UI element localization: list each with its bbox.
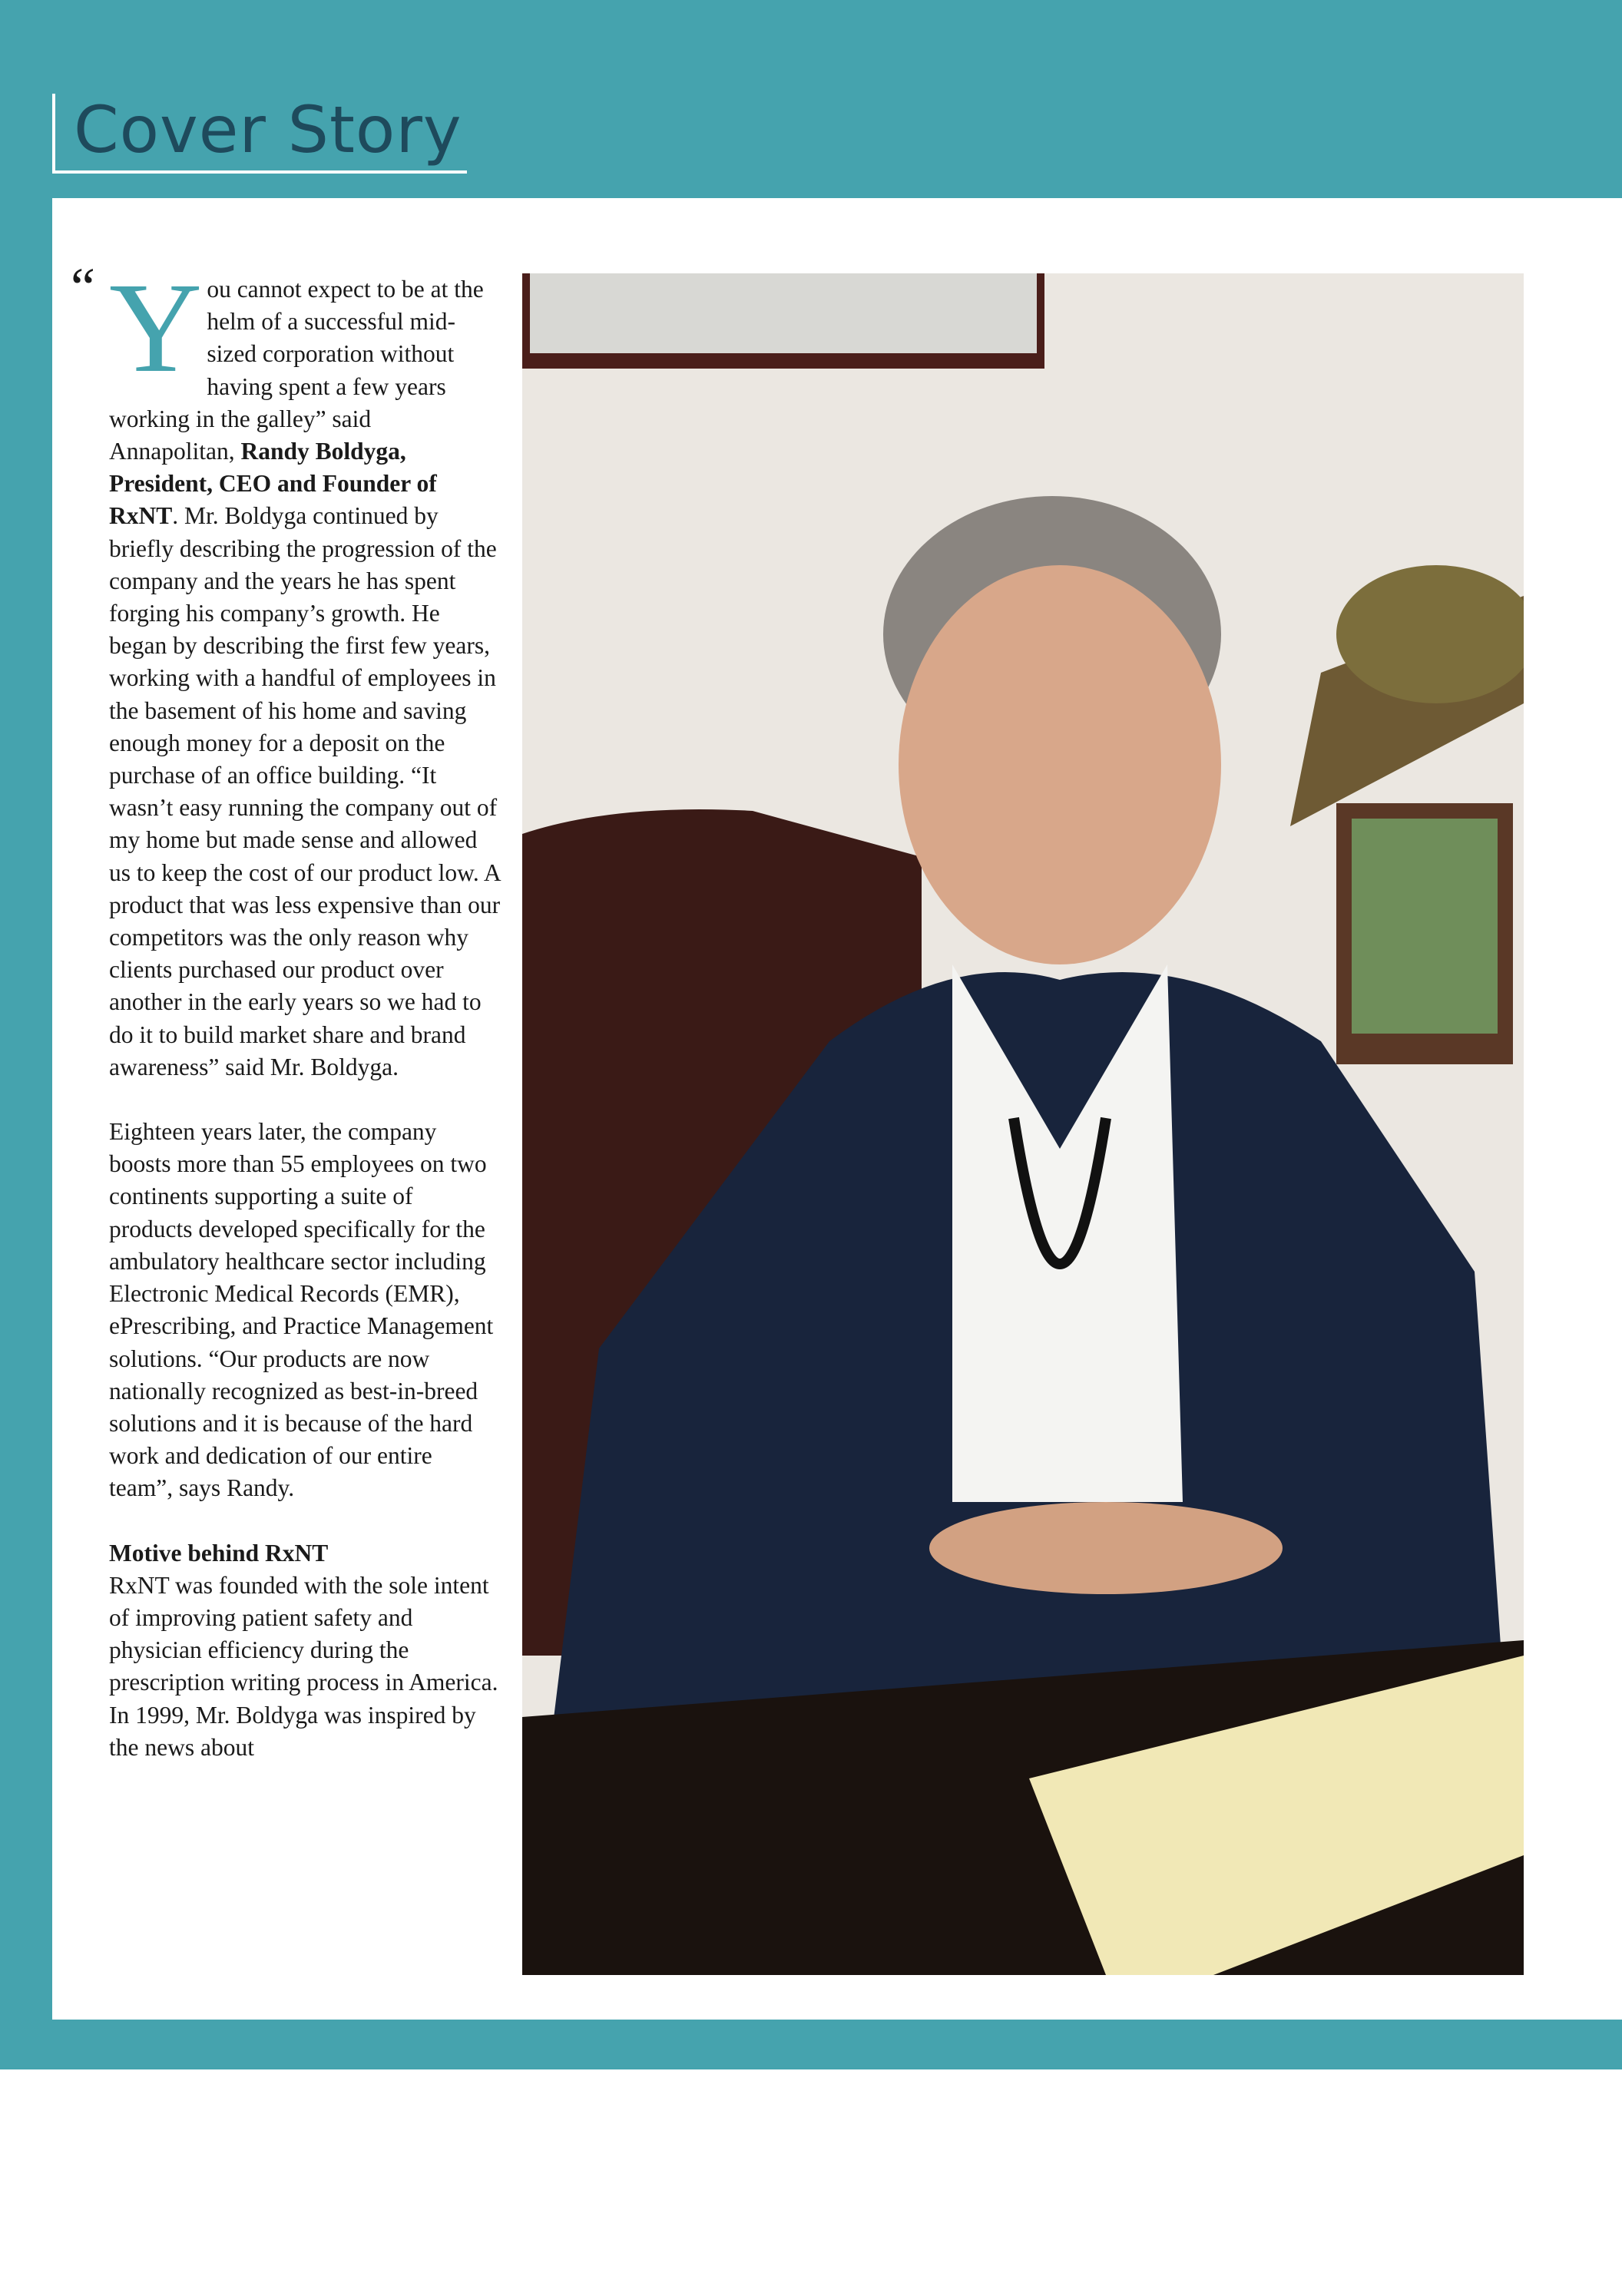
article-subhead: Motive behind RxNT (109, 1539, 329, 1567)
para1-bold-name: Randy Boldyga, President, CEO and Founder of RxNT (109, 438, 437, 530)
article-paragraph-2: Eighteen years later, the company boosts more than 55 employees on two continents supporting a suite of products developed specifically for the ambulatory healthcare sector including Electronic Medical Records (EMR), ePrescribing, and Practice Management solutions. “Our products are now nationally recognized as best-in-breed solutions and it is because of the hard work and dedication of our entire team”, says Randy. (109, 1118, 494, 1502)
portrait-photo (522, 273, 1524, 1975)
para1-lead: ou cannot expect to be at the helm of a successful mid-sized corporation without having spent a few years working in the galley” said Annapolitan, (109, 276, 484, 465)
open-quote-mark: “ (71, 256, 95, 318)
drop-cap: Y (109, 256, 203, 399)
article-text-column (109, 256, 501, 1764)
article-paragraph-1 (109, 256, 501, 1083)
section-title: Cover Story (74, 92, 462, 167)
article-paragraph-3: RxNT was founded with the sole intent of improving patient safety and physician efficiency during the prescription writing process in America. In 1999, Mr. Boldyga was inspired by the news about (109, 1571, 498, 1761)
para1-rest: . Mr. Boldyga continued by briefly describing the progression of the company and the years he has spent forging his company’s growth. He began by describing the first few years, working with a handful of employees in the basement of his home and saving enough money for a deposit on the purchase of an office building. “It wasn’t easy running the company out of my home but made sense and allowed us to keep the cost of our product low. A product that was less expensive than our competitors was the only reason why clients purchased our product over another in the early years so we had to do it to build market share and brand awareness” said Mr. Boldyga. (109, 502, 501, 1080)
section-header (52, 94, 467, 174)
